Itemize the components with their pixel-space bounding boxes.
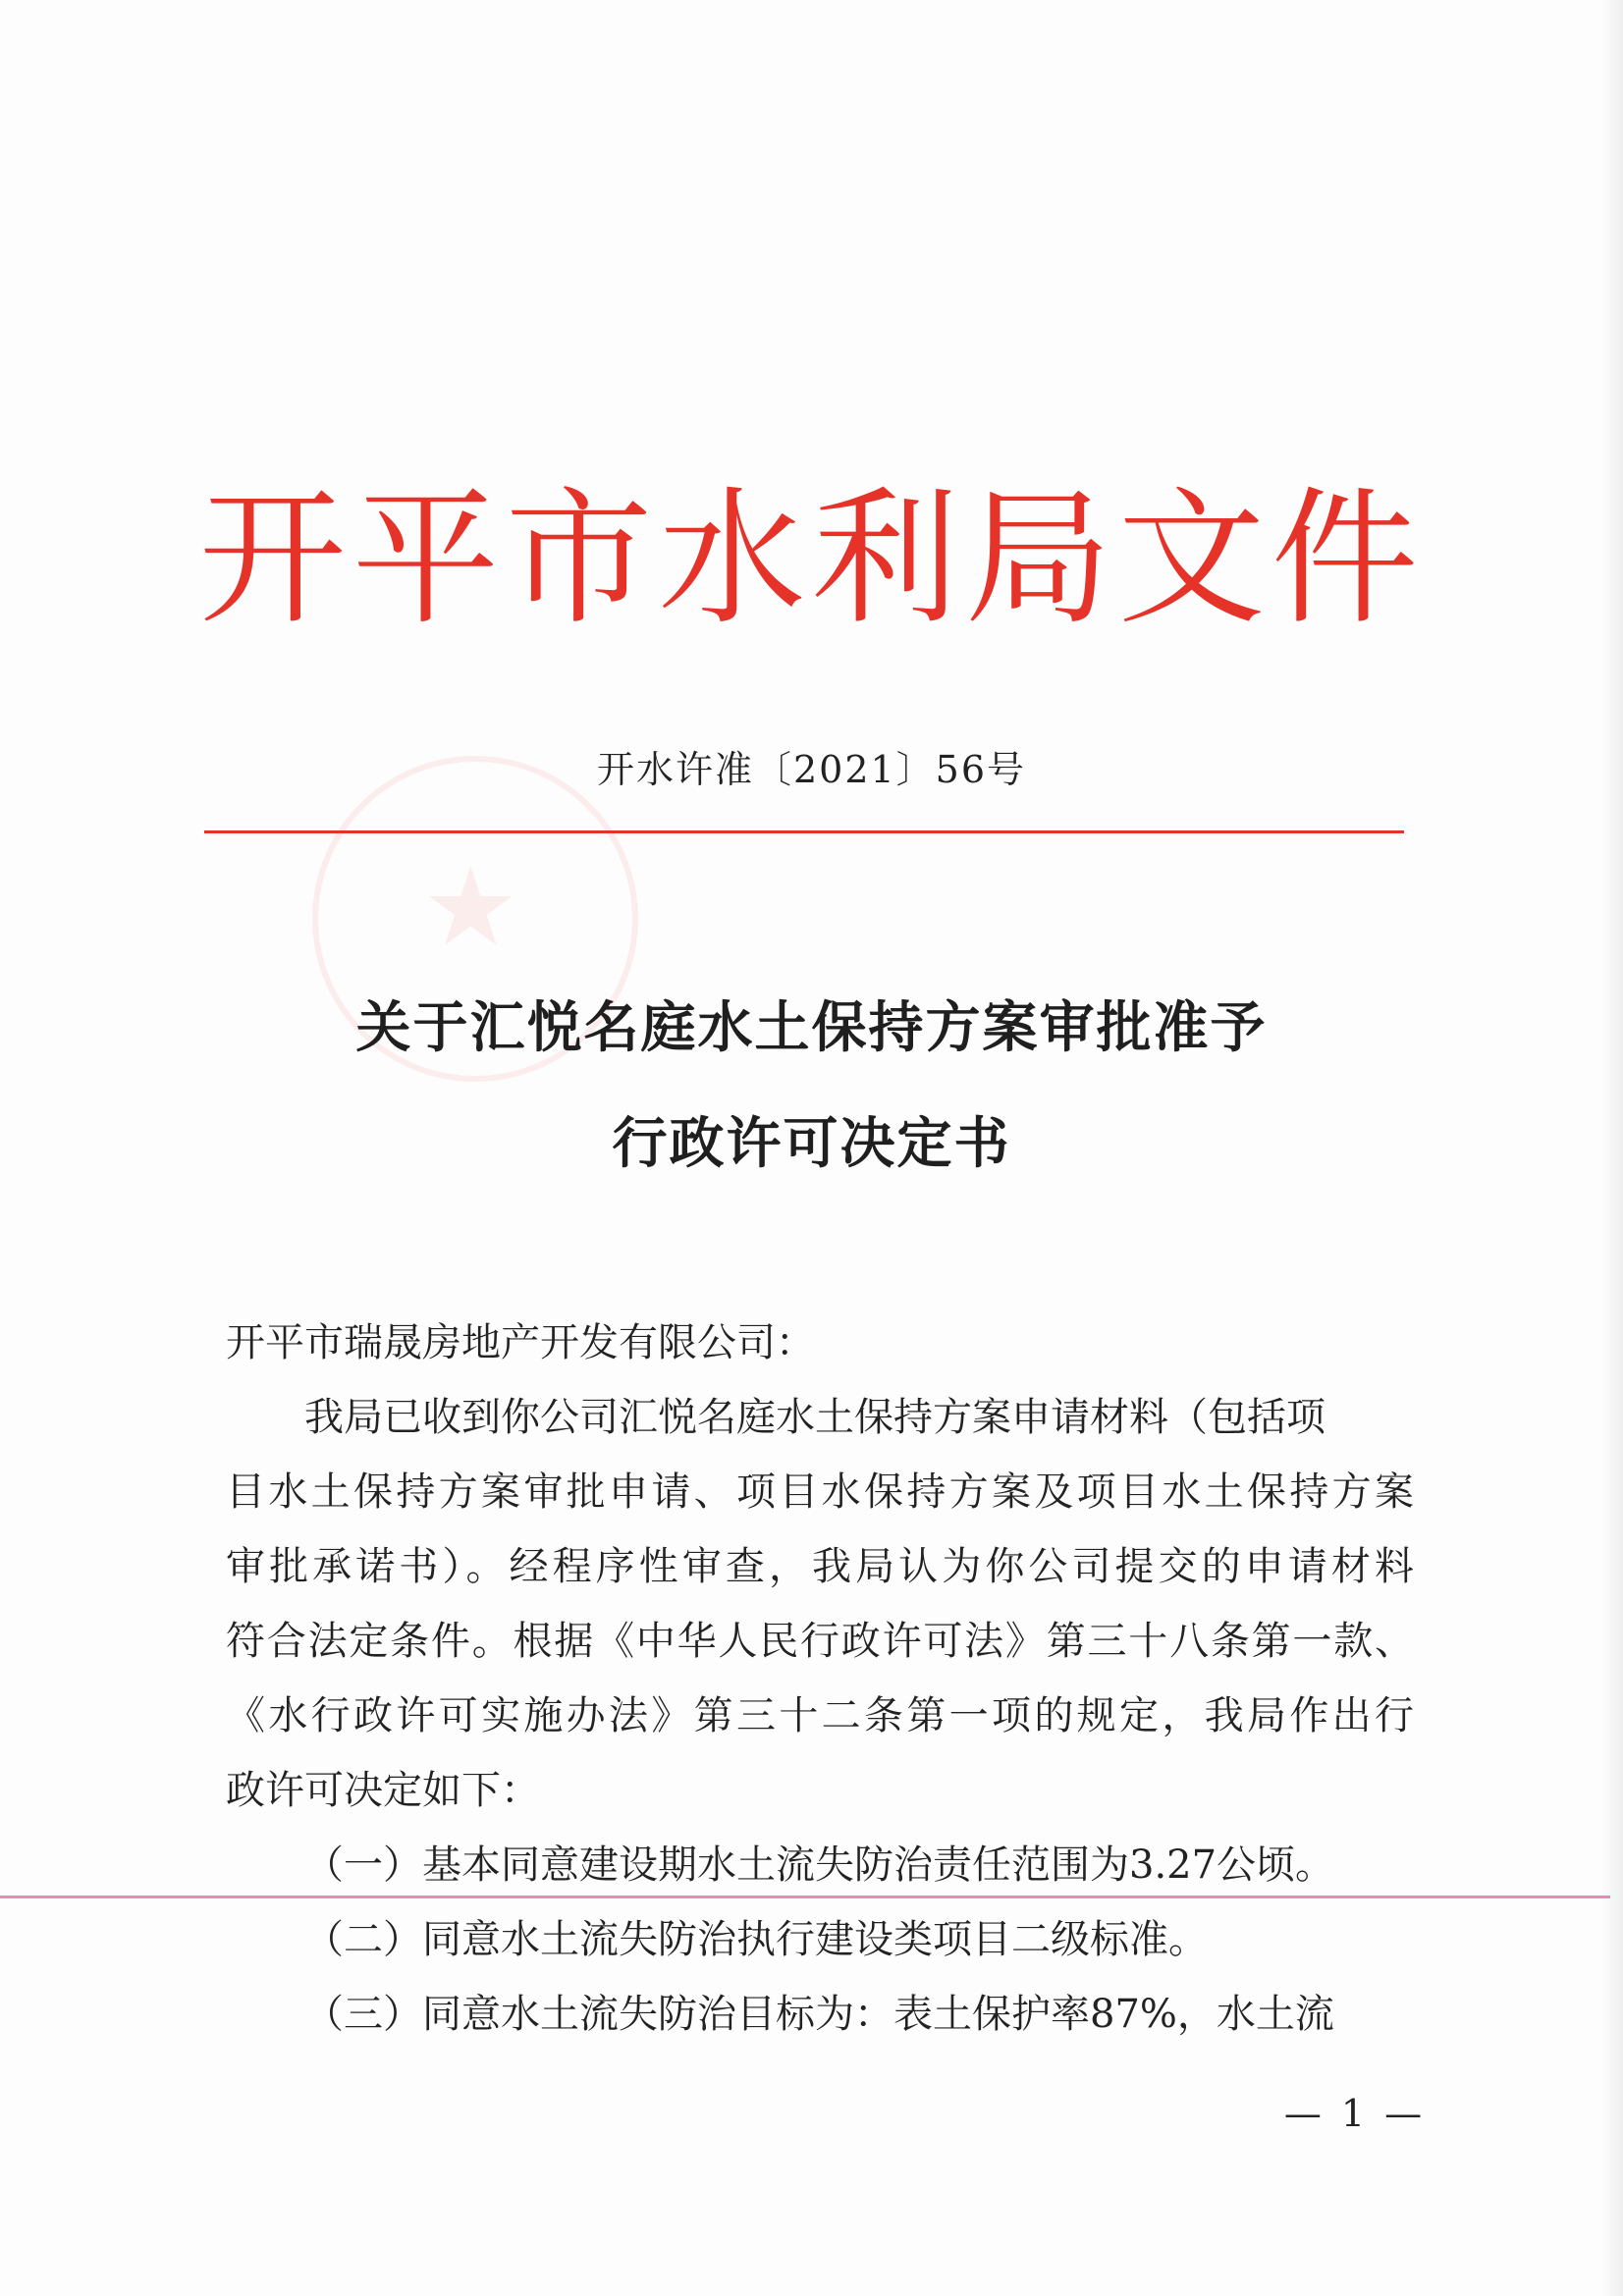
document-title-line-2: 行政许可决定书 xyxy=(612,1112,1011,1176)
header-red-rule xyxy=(204,830,1404,833)
page-number: — 1 — xyxy=(1283,2092,1427,2135)
issuer-header: 开平市水利局文件 xyxy=(198,474,1425,645)
body-line: 符合法定条件。根据《中华人民行政许可法》第三十八条第一款、 xyxy=(226,1619,1414,1664)
scan-artifact-line xyxy=(0,1896,1610,1898)
body-line: 《水行政许可实施办法》第三十二条第一项的规定，我局作出行 xyxy=(226,1693,1414,1738)
document-number: 开水许准〔2021〕56号 xyxy=(596,748,1027,791)
decision-item: （三）同意水土流失防治目标为：表土保护率87%，水土流 xyxy=(304,1992,1334,2037)
document-title-line-1: 关于汇悦名庭水土保持方案审批准予 xyxy=(355,996,1268,1060)
addressee: 开平市瑞晟房地产开发有限公司： xyxy=(226,1320,815,1365)
decision-item: （二）同意水土流失防治执行建设类项目二级标准。 xyxy=(304,1917,1208,1962)
seal-star-icon: ★ xyxy=(422,844,519,970)
body-line: 审批承诺书）。经程序性审查，我局认为你公司提交的申请材料 xyxy=(226,1544,1414,1589)
body-line: 政许可决定如下： xyxy=(226,1768,540,1813)
body-line: 目水土保持方案审批申请、项目水保持方案及项目水土保持方案 xyxy=(226,1469,1414,1515)
body-line: 我局已收到你公司汇悦名庭水土保持方案申请材料（包括项 xyxy=(304,1395,1325,1440)
decision-item: （一）基本同意建设期水土流失防治责任范围为3.27公顷。 xyxy=(304,1842,1335,1888)
